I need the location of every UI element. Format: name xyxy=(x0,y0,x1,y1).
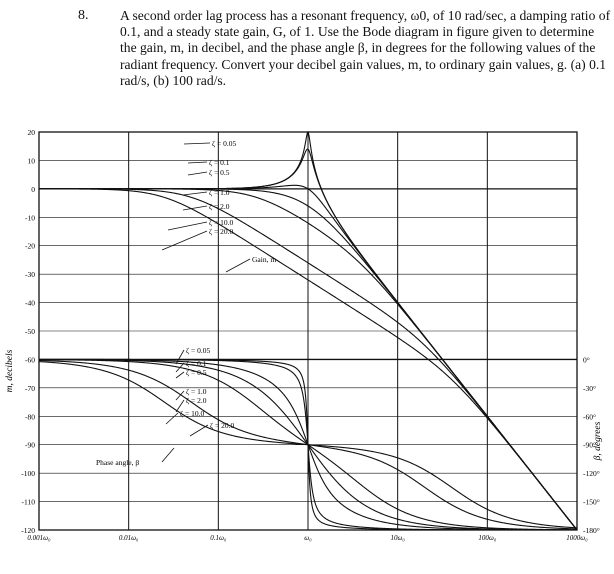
gain-curve-label: ζ = 20.0 xyxy=(209,227,234,236)
y-tick-label: -60 xyxy=(25,355,35,365)
gain-curve-label-leader xyxy=(188,162,207,163)
gain-curve-label-leader xyxy=(162,231,207,250)
phase-curve-label: ζ = 10.0 xyxy=(180,409,205,418)
y-tick-label: -100 xyxy=(21,469,35,479)
phase-curve-label: ζ = 1.0 xyxy=(186,387,207,396)
y-tick-label: -10 xyxy=(25,213,35,223)
gain-curve-label: ζ = 1.0 xyxy=(209,188,230,197)
y-tick-label: -30 xyxy=(25,270,35,280)
y-tick-label: -50 xyxy=(25,327,35,336)
phase-curve-label-leader xyxy=(166,413,178,424)
gain-curve-label-leader xyxy=(184,143,210,144)
question-number: 8. xyxy=(78,8,89,23)
phase-curve-label: ζ = 0.1 xyxy=(186,359,207,368)
phase-curve-label-leader xyxy=(190,425,208,436)
gain-curve-label-leader xyxy=(183,192,207,195)
y-axis-label-right: β, degrees xyxy=(593,421,603,461)
gain-curve-label: ζ = 10.0 xyxy=(209,218,234,227)
phase-curve-label: ζ = 0.5 xyxy=(186,368,207,377)
phase-curve-label: ζ = 2.0 xyxy=(186,396,207,405)
y-tick-label: -80 xyxy=(25,412,35,422)
x-tick-label: ω₀ xyxy=(304,534,312,542)
chart-grid xyxy=(39,132,577,530)
y-tick-label: 20 xyxy=(27,128,35,137)
gain-curve-label-leader xyxy=(188,172,207,175)
y-tick-label: -70 xyxy=(25,383,35,393)
right-tick-label: 0° xyxy=(583,355,590,365)
right-tick-label: -120° xyxy=(583,469,600,479)
right-tick-label: -180° xyxy=(583,526,600,535)
x-tick-label: 100ω₀ xyxy=(478,534,497,542)
y-tick-label: -120 xyxy=(21,526,35,535)
x-tick-label: 10ω₀ xyxy=(390,534,405,542)
y-tick-label: 0 xyxy=(31,184,35,194)
x-tick-label: 1000ω₀ xyxy=(566,534,588,542)
x-tick-label: 0.1ω₀ xyxy=(210,534,227,542)
y-tick-label: -110 xyxy=(21,497,35,507)
bode-chart xyxy=(0,122,614,574)
y-tick-label: -20 xyxy=(25,241,35,251)
x-tick-label: 0.001ω₀ xyxy=(27,534,51,542)
gain-curve-label: ζ = 0.5 xyxy=(209,168,230,177)
right-tick-label: -90° xyxy=(583,440,596,450)
phase-series-label: Phase angle, β xyxy=(96,458,140,467)
phase-curve-label-leader xyxy=(176,372,184,378)
gain-curve-label: ζ = 0.1 xyxy=(209,158,230,167)
x-tick-label: 0.01ω₀ xyxy=(118,534,139,542)
y-axis-label-left: m, decibels xyxy=(5,349,15,393)
gain-curve-label: ζ = 0.05 xyxy=(212,139,237,148)
gain-series-label-leader xyxy=(226,259,250,272)
phase-series-label-leader xyxy=(162,448,174,462)
y-tick-label: -40 xyxy=(25,298,35,308)
phase-curve-label: ζ = 20.0 xyxy=(210,421,235,430)
phase-curve-label: ζ = 0.05 xyxy=(186,346,211,355)
gain-series-label: Gain, m xyxy=(252,255,277,264)
y-tick-label: 10 xyxy=(27,156,35,166)
phase-curve-label-leader xyxy=(176,363,184,372)
gain-curve-label: ζ = 2.0 xyxy=(209,202,230,211)
y-tick-label: -90 xyxy=(25,440,35,450)
question-text: A second order lag process has a resonant frequency, ω0, of 10 rad/sec, a damping ratio of 0.1, and a steady state gain, G, of 1. Use the Bode diagram in figure given to determine the gain, m, in decibel, and the phase angle β, in degrees for the following values of the radiant frequency. Convert your decibel gain values, m, to ordinary gain values, g. (a) 0.1 rad/s, (b) 100 rad/s. xyxy=(120,8,611,88)
gain-curve-label-leader xyxy=(168,222,207,230)
right-tick-label: -60° xyxy=(583,412,596,422)
right-tick-label: -150° xyxy=(583,497,600,507)
right-tick-label: -30° xyxy=(583,383,596,393)
